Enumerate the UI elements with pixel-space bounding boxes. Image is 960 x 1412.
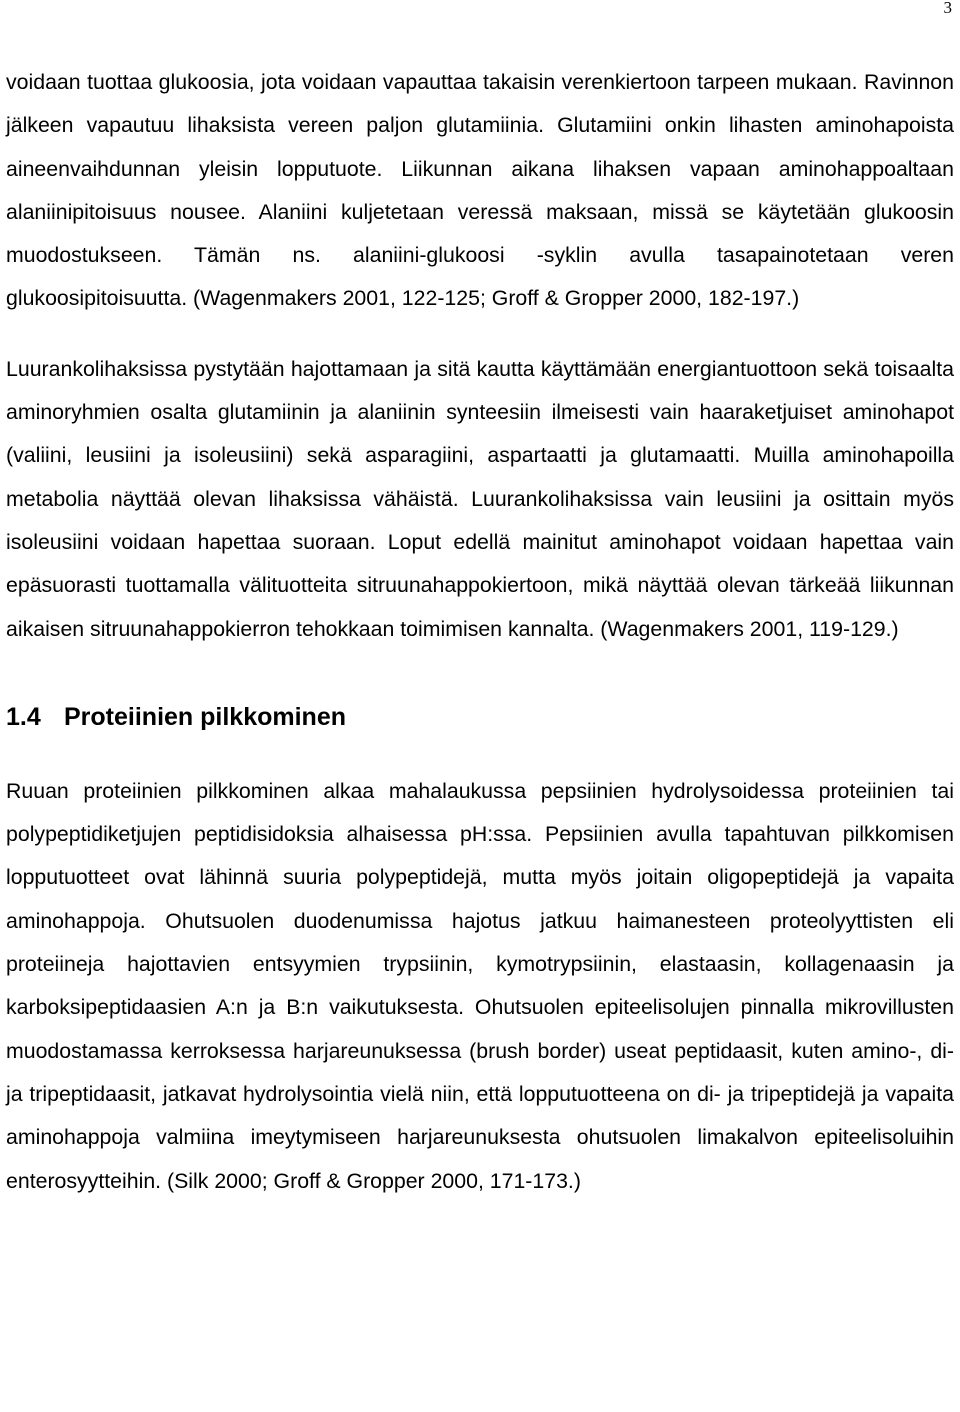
paragraph-protein-digestion: Ruuan proteiinien pilkkominen alkaa mahalaukussa pepsiinien hydrolysoidessa proteiinien tai polypeptidiketjujen peptidisidoksia alhaisessa pH:ssa. Pepsiinien avulla tapahtuvan pilkkomisen lopputuotteet ovat lähinnä suuria polypeptidejä, mutta myös joitain oligopeptidejä ja vapaita aminohappoja. Ohutsuolen duodenumissa hajotus jatkuu haimanesteen proteolyyttisten eli proteiineja hajottavien entsyymien trypsiinin, kymotrypsiinin, elastaasin, kollagenaasin ja karboksipeptidaasien A:n ja B:n vaikutuksesta. Ohutsuolen epiteelisolujen pinnalla mikrovillusten muodostamassa kerroksessa harjareunuksessa (brush border) useat peptidaasit, kuten amino-, di- ja tripeptidaasit, jatkavat hydrolysointia vielä niin, että lopputuotteena on di- ja tripeptidejä ja vapaita aminohappoja valmiina imeytymiseen harjareunuksesta ohutsuolen limakalvon epiteelisoluihin enterosyytteihin. (Silk 2000; Groff & Gropper 2000, 171-173.) [6, 778, 954, 1193]
document-body [6, 61, 954, 1203]
paragraph-skeletal-muscle: Luurankolihaksissa pystytään hajottamaan ja sitä kautta käyttämään energiantuottoon sekä toisaalta aminoryhmien osalta glutamiinin ja alaniinin synteesiin ilmeisesti vain haaraketjuiset aminohapot (valiini, leusiini ja isoleusiini) sekä asparagiini, aspartaatti ja glutamaatti. Muilla aminohapoilla metabolia näyttää olevan lihaksissa vähäistä. Luurankolihaksissa vain leusiini ja osittain myös isoleusiini voidaan hapettaa suoraan. Loput edellä mainitut aminohapot voidaan hapettaa vain epäsuorasti tuottamalla välituotteita sitruunahappokiertoon, mikä näyttää olevan tärkeää liikunnan aikaisen sitruunahappokierron tehokkaan toimimisen kannalta. (Wagenmakers 2001, 119-129.) [6, 356, 954, 641]
paragraph-glucose-alanine: voidaan tuottaa glukoosia, jota voidaan vapauttaa takaisin verenkiertoon tarpeen mukaan. Ravinnon jälkeen vapautuu lihaksista vereen paljon glutamiinia. Glutamiini onkin lihasten aminohapoista aineenvaihdunnan yleisin lopputuote. Liikunnan aikana lihaksen vapaan aminohappoaltaan alaniinipitoisuus nousee. Alaniini kuljetetaan veressä maksaan, missä se käytetään glukoosin muodostukseen. Tämän ns. alaniini-glukoosi -syklin avulla tasapainotetaan veren glukoosipitoisuutta. (Wagenmakers 2001, 122-125; Groff & Gropper 2000, 182-197.) [6, 70, 954, 311]
section-heading [6, 691, 954, 743]
section-title: Proteiinien pilkkominen [64, 702, 346, 731]
section-number: 1.4 [6, 702, 41, 731]
page-number: 3 [943, 0, 952, 17]
